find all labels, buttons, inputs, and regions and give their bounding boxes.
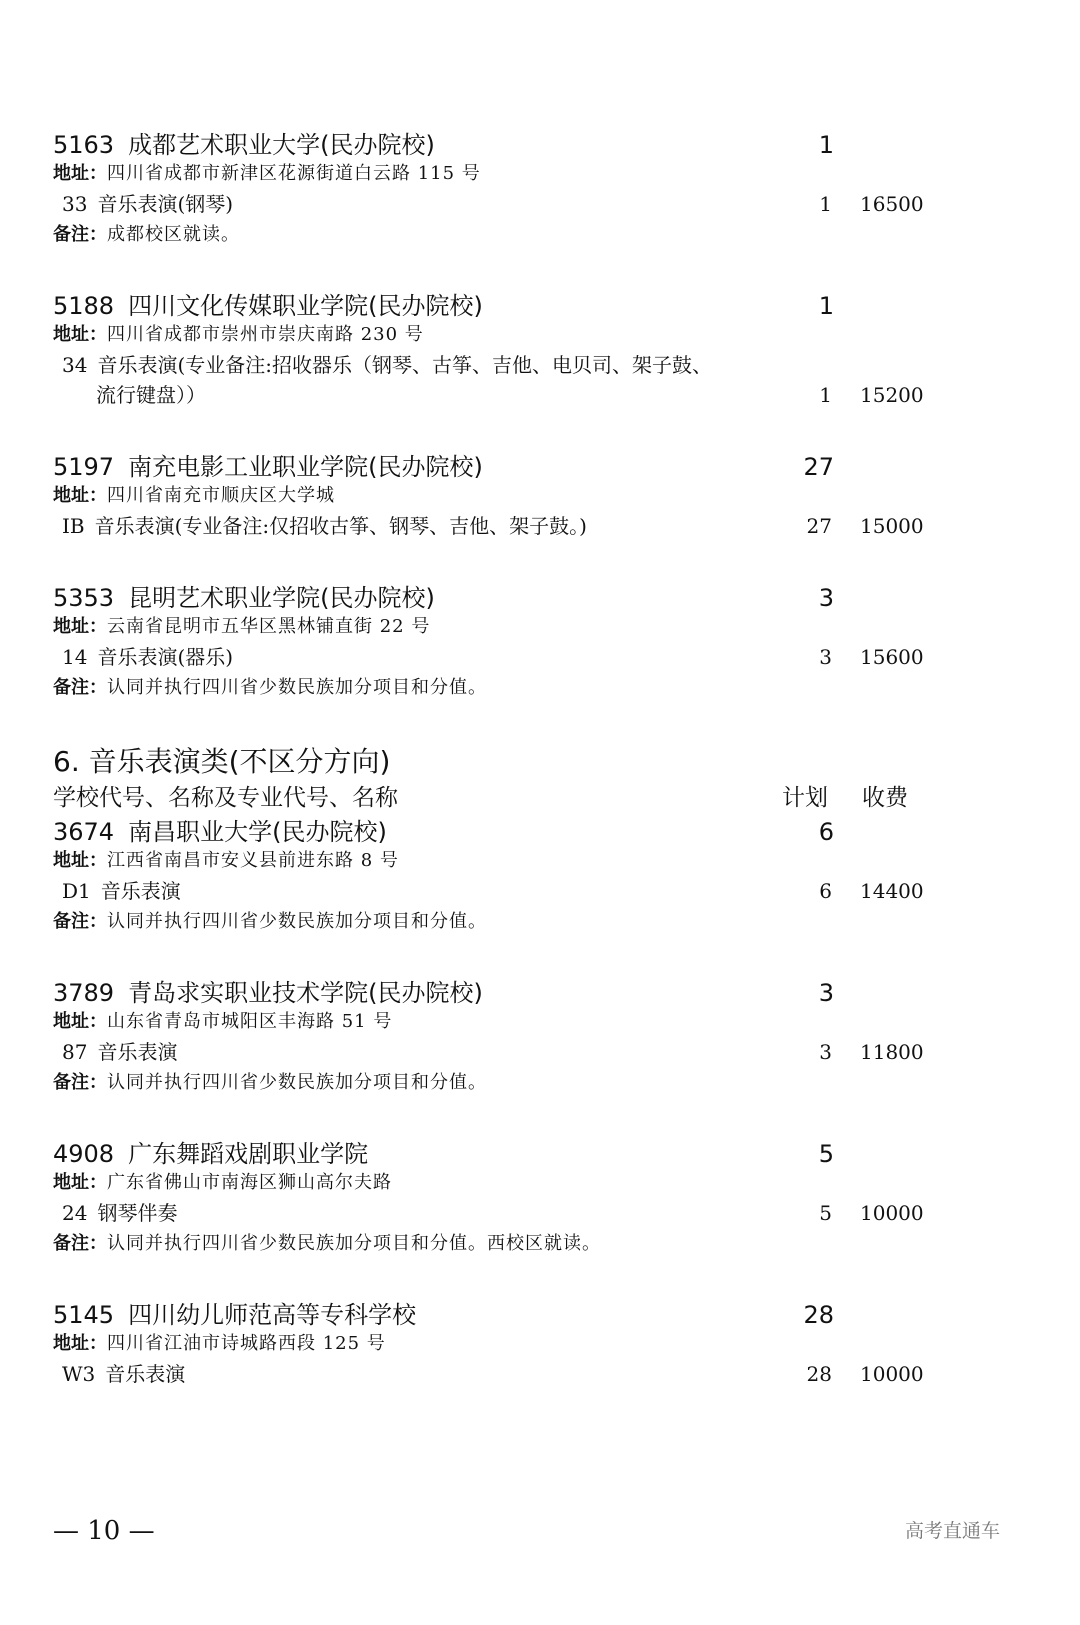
school-title [53,1139,368,1169]
address-text: 广东省佛山市南海区狮山高尔夫路 [107,1172,392,1193]
address-line [53,483,335,509]
note-label: 备注： [53,1072,107,1093]
address-text: 山东省青岛市城阳区丰海路 51 号 [107,1011,393,1032]
major-code: D1 [62,879,91,903]
school-title [53,583,435,613]
major-line [62,1038,177,1067]
address-line [53,614,430,640]
school-plan: 5 [818,1140,834,1168]
school-code: 5145 [53,1301,115,1329]
school-plan: 1 [818,292,834,320]
major-line [62,351,712,380]
major-name: 音乐表演 [100,879,181,903]
address-label: 地址： [53,1172,107,1193]
school-name: 四川文化传媒职业学院(民办院校) [128,292,483,320]
address-line [53,161,481,187]
major-fee: 14400 [860,879,924,903]
note-line [53,222,240,248]
address-text: 云南省昆明市五华区黑林铺直街 22 号 [107,616,431,637]
page-number: — 10 — [53,1516,155,1546]
note-label: 备注： [53,224,107,245]
note-text: 认同并执行四川省少数民族加分项目和分值。 [107,911,487,932]
major-line [62,190,233,219]
address-text: 四川省成都市崇州市崇庆南路 230 号 [107,324,424,345]
major-code: 14 [62,645,88,669]
major-fee: 16500 [860,192,924,216]
major-line [62,877,181,906]
school-plan: 27 [803,453,834,481]
major-plan: 28 [806,1362,832,1386]
address-line [53,1331,386,1357]
school-code: 5163 [53,131,115,159]
major-plan: 3 [819,1040,832,1064]
major-fee: 10000 [860,1362,924,1386]
school-code: 4908 [53,1140,115,1168]
school-plan: 3 [818,584,834,612]
address-text: 四川省江油市诗城路西段 125 号 [107,1333,386,1354]
school-name: 昆明艺术职业学院(民办院校) [128,584,435,612]
major-plan: 27 [806,514,832,538]
major-code: W3 [62,1362,96,1386]
note-label: 备注： [53,1233,107,1254]
school-title [53,452,483,482]
major-line [62,512,587,541]
major-fee: 11800 [860,1040,924,1064]
school-title [53,1300,416,1330]
school-plan: 1 [818,131,834,159]
address-line [53,322,424,348]
school-code: 5188 [53,292,115,320]
school-code: 3674 [53,818,115,846]
note-line [53,1070,487,1096]
note-label: 备注： [53,911,107,932]
major-plan: 3 [819,645,832,669]
school-name: 青岛求实职业技术学院(民办院校) [128,979,483,1007]
major-fee: 15200 [860,383,924,407]
school-code: 3789 [53,979,115,1007]
major-name: 音乐表演(专业备注:仅招收古筝、钢琴、吉他、架子鼓。) [94,514,587,538]
school-name: 南昌职业大学(民办院校) [128,818,387,846]
major-line [62,1199,177,1228]
major-name-continued: 流行键盘）） [96,383,206,407]
school-title [53,817,387,847]
table-header-fee: 收费 [862,785,908,811]
major-code: 34 [62,353,88,377]
table-header-left: 学校代号、名称及专业代号、名称 [53,785,398,811]
major-name: 音乐表演(器乐) [97,645,234,669]
major-fee: 15600 [860,645,924,669]
major-line [62,643,233,672]
school-plan: 28 [803,1301,834,1329]
school-title [53,130,435,160]
address-text: 四川省成都市新津区花源街道白云路 115 号 [107,163,481,184]
note-line [53,675,487,701]
school-name: 南充电影工业职业学院(民办院校) [128,453,483,481]
school-name: 成都艺术职业大学(民办院校) [128,131,435,159]
address-label: 地址： [53,616,107,637]
school-name: 广东舞蹈戏剧职业学院 [128,1140,369,1168]
school-title [53,978,483,1008]
school-plan: 3 [818,979,834,1007]
major-plan: 1 [819,192,832,216]
address-line [53,848,399,874]
section-title: 6. 音乐表演类(不区分方向) [53,745,391,778]
address-text: 江西省南昌市安义县前进东路 8 号 [107,850,399,871]
major-name: 音乐表演(专业备注:招收器乐（钢琴、古筝、吉他、电贝司、架子鼓、 [97,353,712,377]
major-code: 87 [62,1040,88,1064]
address-label: 地址： [53,1011,107,1032]
major-name: 音乐表演 [105,1362,186,1386]
note-label: 备注： [53,677,107,698]
school-name: 四川幼儿师范高等专科学校 [128,1301,417,1329]
major-code: 24 [62,1201,88,1225]
major-name: 音乐表演(钢琴) [97,192,234,216]
major-plan: 1 [819,383,832,407]
major-name: 钢琴伴奏 [97,1201,178,1225]
note-line [53,909,487,935]
address-line [53,1009,392,1035]
watermark: 高考直通车 [905,1520,1001,1542]
major-fee: 10000 [860,1201,924,1225]
major-line [62,1360,185,1389]
note-text: 认同并执行四川省少数民族加分项目和分值。 [107,1072,487,1093]
note-line [53,1231,601,1257]
note-text: 成都校区就读。 [107,224,240,245]
school-code: 5353 [53,584,115,612]
major-code: IB [62,514,85,538]
major-plan: 5 [819,1201,832,1225]
major-name: 音乐表演 [97,1040,178,1064]
major-fee: 15000 [860,514,924,538]
address-line [53,1170,392,1196]
address-label: 地址： [53,850,107,871]
address-label: 地址： [53,163,107,184]
address-label: 地址： [53,485,107,506]
table-header-plan: 计划 [782,785,828,811]
address-label: 地址： [53,324,107,345]
school-title [53,291,483,321]
school-plan: 6 [818,818,834,846]
address-label: 地址： [53,1333,107,1354]
address-text: 四川省南充市顺庆区大学城 [107,485,335,506]
major-code: 33 [62,192,88,216]
school-code: 5197 [53,453,115,481]
note-text: 认同并执行四川省少数民族加分项目和分值。 [107,677,487,698]
note-text: 认同并执行四川省少数民族加分项目和分值。西校区就读。 [107,1233,601,1254]
major-plan: 6 [819,879,832,903]
